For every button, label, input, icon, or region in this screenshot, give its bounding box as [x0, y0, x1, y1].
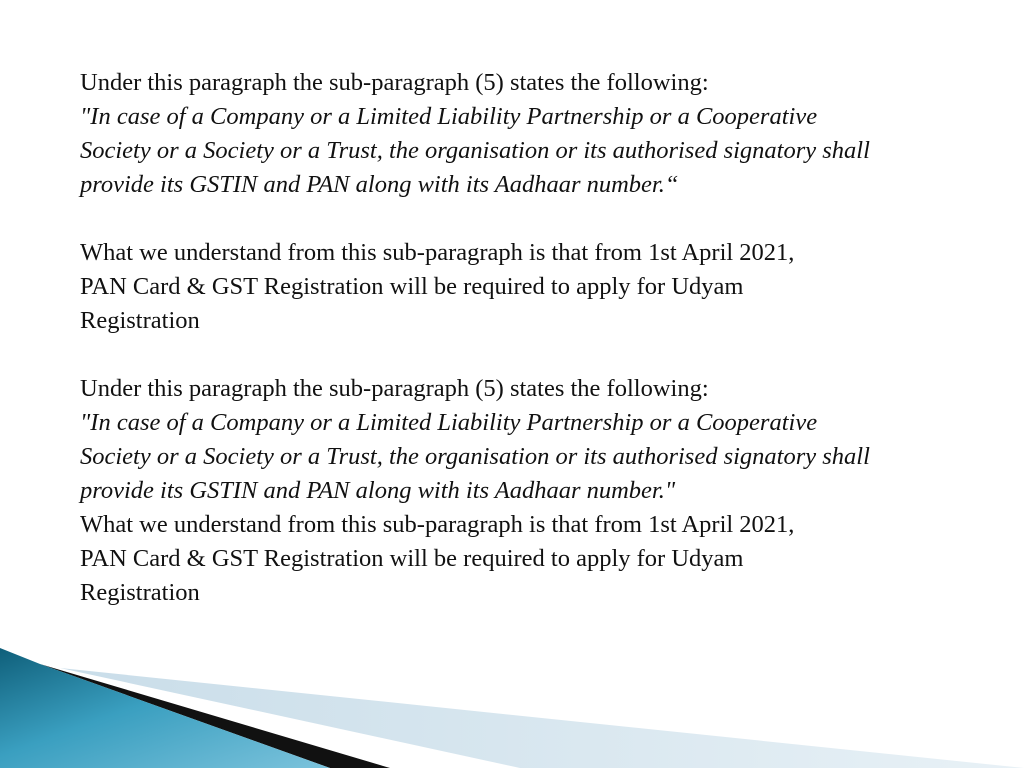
- text-line: PAN Card & GST Registration will be required to apply for Udyam: [80, 273, 744, 300]
- quote-line: provide its GSTIN and PAN along with its Aadhaar number.“: [80, 171, 679, 198]
- text-line: Registration: [80, 579, 200, 606]
- text-line: Registration: [80, 307, 200, 334]
- quote-line: Society or a Society or a Trust, the organisation or its authorised signatory shall: [80, 137, 870, 164]
- quote-line: "In case of a Company or a Limited Liability Partnership or a Cooperative: [80, 409, 818, 436]
- quote-line: Society or a Society or a Trust, the organisation or its authorised signatory shall: [80, 443, 870, 470]
- paragraph-gap: [80, 338, 960, 372]
- paragraph-block-3: [80, 372, 960, 610]
- paragraph-block-2: [80, 236, 960, 338]
- paragraph-block-1: [80, 66, 960, 202]
- text-line: PAN Card & GST Registration will be required to apply for Udyam: [80, 545, 744, 572]
- text-line: Under this paragraph the sub-paragraph (5) states the following:: [80, 375, 709, 402]
- text-line: What we understand from this sub-paragraph is that from 1st April 2021,: [80, 239, 795, 266]
- quote-line: provide its GSTIN and PAN along with its Aadhaar number.": [80, 477, 676, 504]
- text-line: Under this paragraph the sub-paragraph (5) states the following:: [80, 69, 709, 96]
- slide-body-text: [80, 66, 960, 610]
- text-line: What we understand from this sub-paragraph is that from 1st April 2021,: [80, 511, 795, 538]
- decorative-wave-footer: [0, 640, 1024, 768]
- paragraph-gap: [80, 202, 960, 236]
- quote-line: "In case of a Company or a Limited Liability Partnership or a Cooperative: [80, 103, 818, 130]
